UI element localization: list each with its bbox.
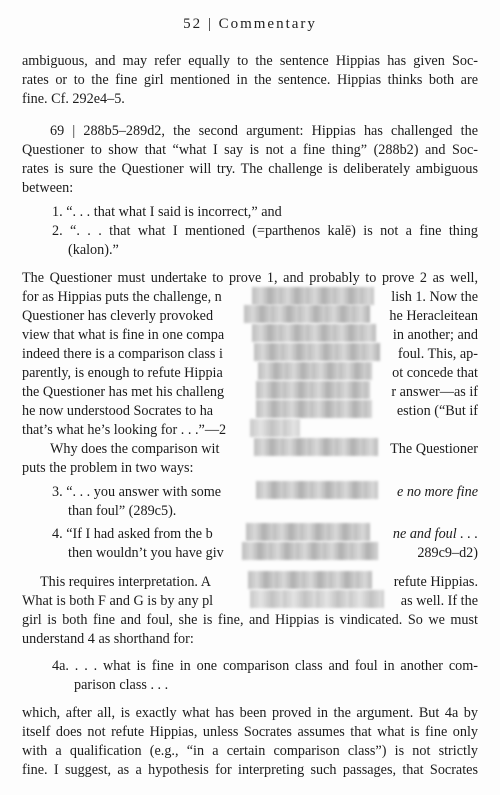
list-item: 2. “. . . that what I mentioned (=parthenos kalē) is not a fine thing xyxy=(52,224,478,239)
text-line: Questioner to show that “what I say is not a fine thing” (288b2) and Soc- xyxy=(22,143,478,158)
text-line: The Questioner xyxy=(390,442,478,457)
running-head: 52 | Commentary xyxy=(183,16,317,32)
text-line: refute Hippias. xyxy=(393,575,478,590)
text-line: 69 | 288b5–289d2, the second argument: Hippias has challenged the xyxy=(50,124,478,139)
text-line: itself does not refute Hippias, unless Socrates assumes that what is fine only xyxy=(22,725,478,740)
text-line: ambiguous, and may refer equally to the sentence Hippias has given Soc- xyxy=(22,54,478,69)
text-line: ot concede that xyxy=(392,366,478,381)
text-line: Why does the comparison wit xyxy=(50,442,220,457)
text-line: fine. I suggest, as a hypothesis for interpreting such passages, that Socrates xyxy=(22,763,478,778)
redaction-block xyxy=(242,542,378,560)
text-line: fine. Cf. 292e4–5. xyxy=(22,92,125,107)
text-line: r answer—as if xyxy=(391,385,478,400)
text-line: indeed there is a comparison class i xyxy=(22,347,223,362)
redaction-block xyxy=(244,305,370,323)
list-item-continuation: parison class . . . xyxy=(74,678,169,693)
text-line: estion (“But if xyxy=(396,404,478,419)
text-line: What is both F and G is by any pl xyxy=(22,594,214,609)
list-item-continuation: than foul” (289c5). xyxy=(68,504,177,519)
text-line: he Heracleitean xyxy=(389,309,478,324)
redaction-block xyxy=(256,481,378,499)
list-item: 4a. . . . what is fine in one comparison class and foul in another com- xyxy=(52,659,478,674)
text-line: The Questioner must undertake to prove 1, and probably to prove 2 as well, xyxy=(22,271,478,286)
redaction-block xyxy=(246,523,370,541)
list-item-continuation: 289c9–d2) xyxy=(417,546,478,561)
redaction-block xyxy=(250,419,300,437)
text-line: lish 1. Now the xyxy=(391,290,478,305)
text-line: as well. If the xyxy=(400,594,478,609)
list-item: e no more fine xyxy=(396,485,478,500)
list-item-continuation: (kalon).” xyxy=(68,243,119,258)
redaction-block xyxy=(256,381,370,399)
list-item: ne and foul . . . xyxy=(392,527,478,542)
text-line: parently, is enough to refute Hippia xyxy=(22,366,223,381)
text-line: he now understood Socrates to ha xyxy=(22,404,214,419)
text-line: Questioner has cleverly provoked xyxy=(22,309,214,324)
redaction-block xyxy=(258,362,372,380)
text-line: understand 4 as shorthand for: xyxy=(22,632,194,647)
list-item: 1. “. . . that what I said is incorrect,” and xyxy=(52,205,282,220)
text-line: foul. This, ap- xyxy=(397,347,478,362)
redaction-block xyxy=(252,324,376,342)
text-line: which, after all, is exactly what has been proved in the argument. But 4a by xyxy=(22,706,478,721)
text-line: This requires interpretation. A xyxy=(40,575,211,590)
text-line: for as Hippias puts the challenge, n xyxy=(22,290,222,305)
text-line: rates or to the fine girl mentioned in the sentence. Hippias thinks both are xyxy=(22,73,478,88)
text-line: between: xyxy=(22,181,74,196)
text-line: that’s what he’s looking for . . .”—2 xyxy=(22,423,227,438)
text-line: in another; and xyxy=(392,328,478,343)
list-item: 4. “If I had asked from the b xyxy=(52,527,213,542)
text-line: girl is both fine and foul, she is fine, and Hippias is vindicated. So we must xyxy=(22,613,478,628)
redaction-block xyxy=(248,571,372,589)
redaction-block xyxy=(252,287,374,305)
redaction-block xyxy=(254,343,380,361)
list-item-continuation: then wouldn’t you have giv xyxy=(68,546,224,561)
text-line: the Questioner has met his challeng xyxy=(22,385,225,400)
redaction-block xyxy=(254,438,378,456)
redaction-block xyxy=(250,590,384,608)
text-line: view that what is fine in one compa xyxy=(22,328,225,343)
text-line: rates is sure the Questioner will try. The challenge is deliberately ambiguous xyxy=(22,162,478,177)
list-item: 3. “. . . you answer with some xyxy=(52,485,222,500)
text-line: puts the problem in two ways: xyxy=(22,461,194,476)
redaction-block xyxy=(256,400,372,418)
text-line: with a qualification (e.g., “in a certain comparison class”) is not strictly xyxy=(22,744,478,759)
